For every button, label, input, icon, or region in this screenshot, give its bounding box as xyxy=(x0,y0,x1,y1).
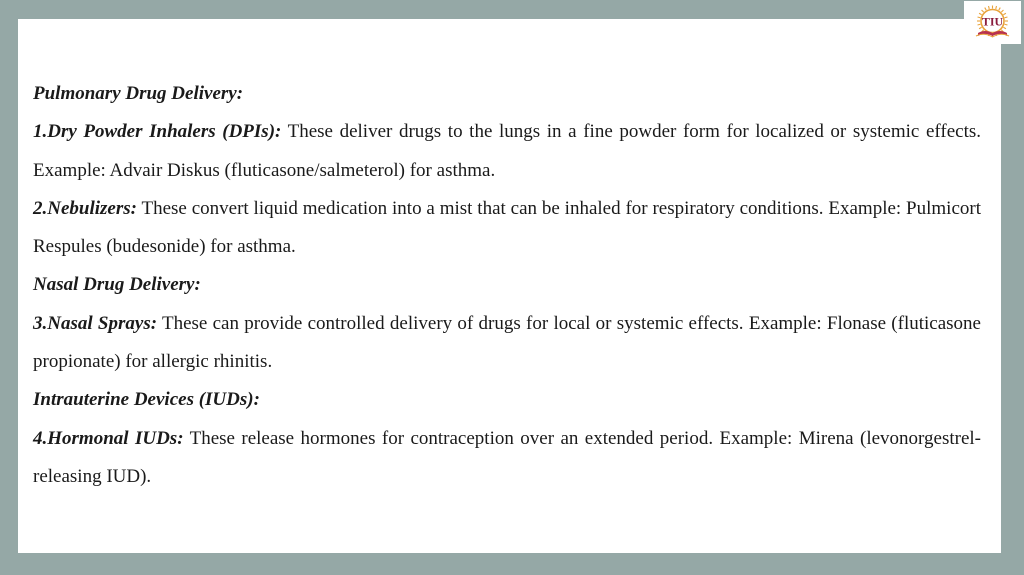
logo-ray xyxy=(1003,27,1006,29)
section-heading-nasal: Nasal Drug Delivery: xyxy=(33,274,201,296)
item-lead: 4.Hormonal IUDs: xyxy=(33,427,184,449)
item-lead: 3.Nasal Sprays: xyxy=(33,312,158,334)
logo-ray xyxy=(978,24,981,25)
list-item-nebulizers xyxy=(33,190,981,267)
tiu-logo xyxy=(964,1,1021,44)
logo-ray xyxy=(1005,24,1008,25)
item-text: These deliver drugs to the lungs in a fine powder form for localized or systemic effects. Example: Advair Diskus (fluticasone/salmeterol) for asthma. xyxy=(33,121,981,181)
section-heading-iuds: Intrauterine Devices (IUDs): xyxy=(33,389,260,411)
logo-ray xyxy=(1003,13,1006,15)
slide xyxy=(18,19,1001,553)
logo-ray xyxy=(1001,10,1003,12)
list-item-dpis xyxy=(33,113,981,190)
item-lead: 2.Nebulizers: xyxy=(33,197,137,219)
logo-ray xyxy=(1005,17,1008,18)
slide-content xyxy=(33,75,981,496)
tiu-emblem-icon xyxy=(964,1,1021,44)
logo-ray xyxy=(988,6,989,9)
item-text: These convert liquid medication into a mist that can be inhaled for respiratory conditions. Example: Pulmicort Respules (budesonide) for asthma. xyxy=(33,197,981,258)
item-text: These can provide controlled delivery of drugs for local or systemic effects. Example: Flonase (fluticasone propionate) for allergic rhinitis. xyxy=(33,312,981,373)
item-text: These release hormones for contraception over an extended period. Example: Mirena (levonorgestrel-releasing IUD). xyxy=(33,427,981,487)
list-item-hormonal-iuds xyxy=(33,420,981,497)
logo-text: TIU xyxy=(981,14,1004,29)
item-lead: 1.Dry Powder Inhalers (DPIs): xyxy=(33,121,282,143)
logo-ray xyxy=(982,10,984,12)
logo-ray xyxy=(999,8,1001,11)
logo-ray xyxy=(978,17,981,18)
section-heading-pulmonary: Pulmonary Drug Delivery: xyxy=(33,83,244,104)
logo-ray xyxy=(985,8,987,11)
list-item-nasal-sprays xyxy=(33,305,981,382)
logo-ray xyxy=(996,6,997,9)
